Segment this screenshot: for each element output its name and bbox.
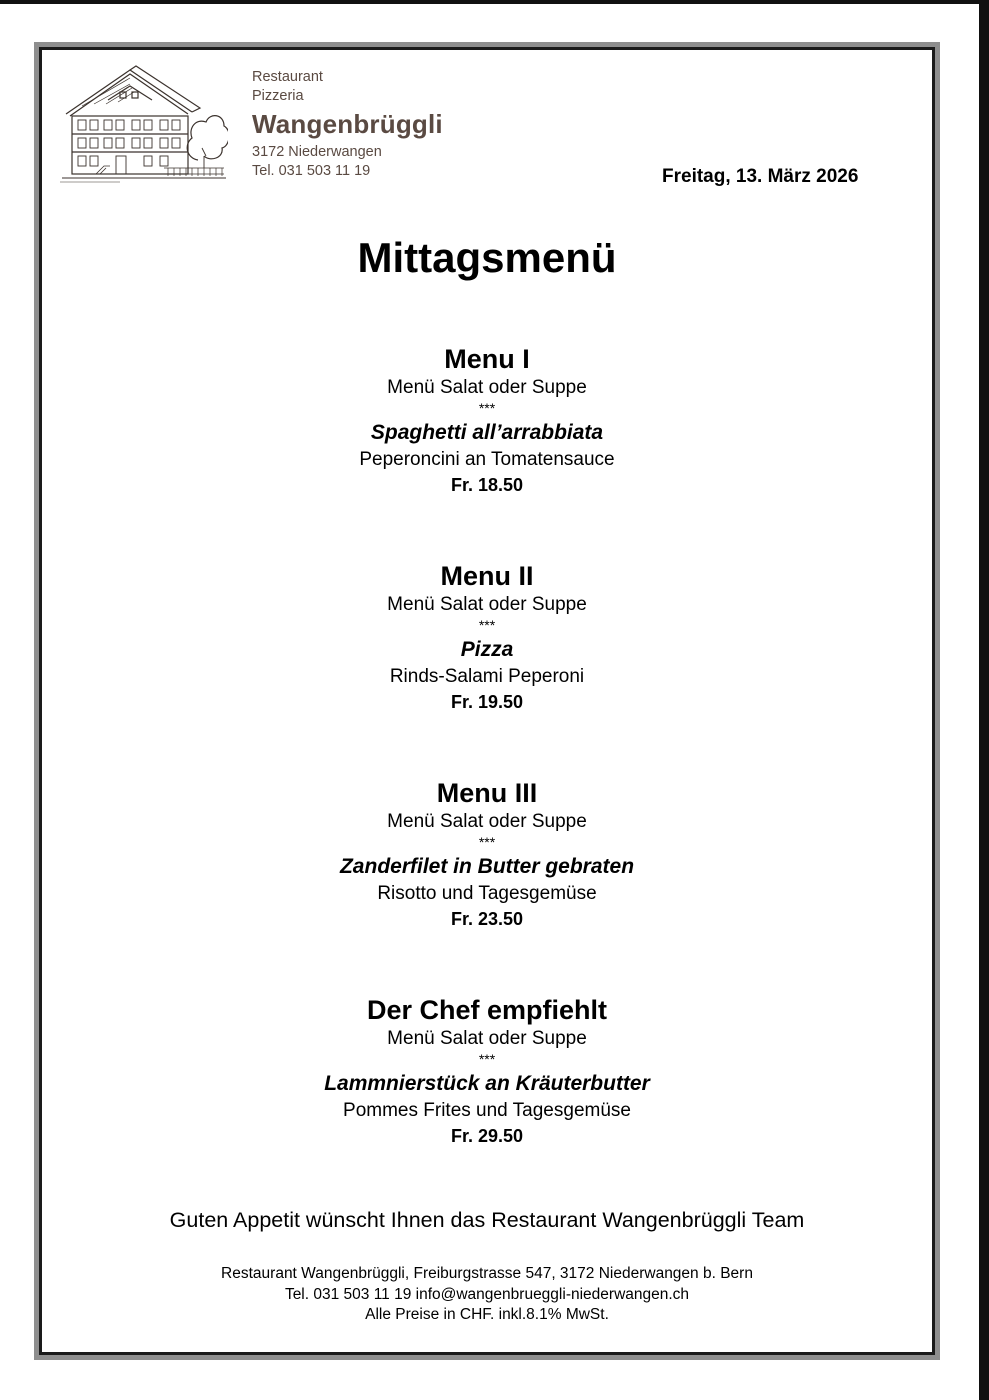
- menu-item: [42, 559, 932, 776]
- menu-item: [42, 776, 932, 993]
- menu-dish: Spaghetti all’arrabbiata: [370, 421, 604, 444]
- menu-description: Rinds-Salami Peperoni: [389, 666, 585, 687]
- page-title: Mittagsmenü: [357, 234, 617, 281]
- logo-phone: Tel. 031 503 11 19: [252, 163, 371, 179]
- menu-heading: Menu III: [436, 778, 538, 808]
- footer: [42, 1264, 932, 1326]
- menu-document: [34, 42, 940, 1360]
- menu-starter: Menü Salat oder Suppe: [387, 377, 587, 398]
- closing-message: Guten Appetit wünscht Ihnen das Restaurant Wangenbrüggli Team: [169, 1208, 805, 1232]
- menu-starter: Menü Salat oder Suppe: [387, 594, 587, 615]
- footer-address: Restaurant Wangenbrüggli, Freiburgstrasse 547, 3172 Niederwangen b. Bern: [221, 1265, 753, 1282]
- menu-item: [42, 342, 932, 559]
- footer-tax-note: Alle Preise in CHF. inkl.8.1% MwSt.: [365, 1306, 609, 1323]
- menu-list: [42, 342, 932, 1210]
- footer-contact: Tel. 031 503 11 19 info@wangenbrueggli-niederwangen.ch: [284, 1285, 690, 1303]
- menu-heading: Menu II: [440, 561, 534, 591]
- menu-separator: ***: [478, 400, 496, 416]
- menu-heading: Menu I: [444, 344, 530, 374]
- menu-price: Fr. 19.50: [450, 692, 524, 712]
- menu-price: Fr. 29.50: [450, 1126, 524, 1146]
- logo-pizzeria-label: Pizzeria: [252, 88, 304, 104]
- menu-separator: ***: [478, 1051, 496, 1067]
- menu-item: [42, 993, 932, 1210]
- menu-starter: Menü Salat oder Suppe: [387, 811, 587, 832]
- logo-address: 3172 Niederwangen: [252, 144, 382, 160]
- menu-description: Risotto und Tagesgemüse: [377, 883, 597, 904]
- menu-dish: Pizza: [460, 638, 514, 661]
- menu-description: Pommes Frites und Tagesgemüse: [343, 1100, 631, 1121]
- menu-price: Fr. 18.50: [450, 475, 524, 495]
- menu-price: Fr. 23.50: [450, 909, 524, 929]
- screen-top-edge: [0, 0, 989, 4]
- logo-restaurant-name: Wangenbrüggli: [252, 109, 443, 139]
- menu-date: Freitag, 13. März 2026: [662, 166, 859, 187]
- menu-separator: ***: [478, 617, 496, 633]
- menu-description: Peperoncini an Tomatensauce: [359, 449, 615, 470]
- menu-dish: Lammnierstück an Kräuterbutter: [324, 1072, 650, 1095]
- restaurant-logo-text: [252, 68, 443, 181]
- restaurant-building-logo: [60, 64, 228, 186]
- menu-dish: Zanderfilet in Butter gebraten: [339, 855, 635, 878]
- logo-restaurant-label: Restaurant: [252, 69, 323, 85]
- menu-starter: Menü Salat oder Suppe: [387, 1028, 587, 1049]
- screen-right-edge: [979, 0, 989, 1400]
- document-border: [39, 47, 935, 1355]
- menu-separator: ***: [478, 834, 496, 850]
- menu-heading: Der Chef empfiehlt: [366, 995, 608, 1025]
